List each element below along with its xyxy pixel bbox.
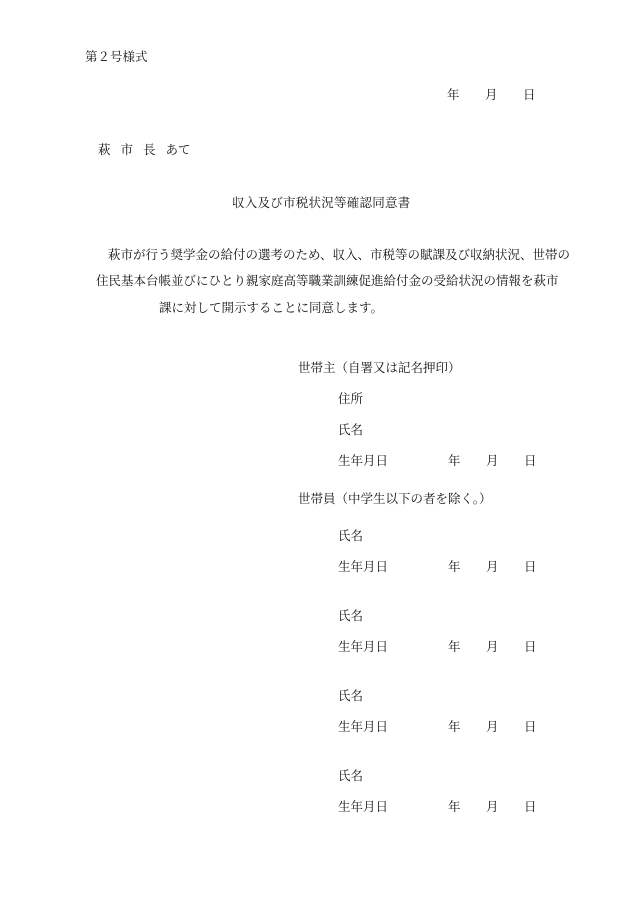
body-line-1: 萩市が行う奨学金の給付の選考のため、収入、市税等の賦課及び収納状況、世帯の (108, 247, 571, 262)
member-4-dob (338, 801, 548, 817)
member-1-dob-month: 月 (486, 559, 499, 574)
member-3-dob-month: 月 (486, 719, 499, 734)
member-3-dob-year: 年 (448, 719, 461, 734)
header-date-year: 年 (447, 87, 460, 102)
member-1-dob-label: 生年月日 (338, 559, 389, 574)
householder-name-label: 氏名 (338, 422, 364, 437)
member-2-dob-label: 生年月日 (338, 639, 389, 654)
addressee-mid: 市 (120, 142, 134, 157)
member-3-dob (338, 721, 548, 737)
member-1-dob-day: 日 (524, 559, 537, 574)
householder-address-label: 住所 (338, 391, 364, 406)
member-1-dob-year: 年 (448, 559, 461, 574)
householder-dob-label: 生年月日 (338, 453, 389, 468)
form-number: 第２号様式 (85, 49, 148, 64)
member-4-dob-year: 年 (448, 799, 461, 814)
member-2-dob-day: 日 (524, 639, 537, 654)
member-2-name-label: 氏名 (338, 608, 364, 623)
member-1-name-label: 氏名 (338, 528, 364, 543)
householder-dob-year: 年 (448, 453, 461, 468)
header-date-month: 月 (485, 87, 498, 102)
member-3-dob-label: 生年月日 (338, 719, 389, 734)
member-4-dob-day: 日 (524, 799, 537, 814)
header-date-day: 日 (523, 87, 536, 102)
body-line-2: 住民基本台帳並びにひとり親家庭高等職業訓練促進給付金の受給状況の情報を萩市 (96, 273, 559, 288)
addressee-title: 長 (143, 142, 156, 157)
householder-dob (338, 455, 548, 471)
householder-heading: 世帯主（自署又は記名押印） (298, 360, 461, 375)
householder-dob-month: 月 (486, 453, 499, 468)
addressee (98, 144, 191, 157)
member-4-dob-label: 生年月日 (338, 799, 389, 814)
member-1-dob (338, 561, 548, 577)
header-date (447, 89, 547, 105)
member-3-name-label: 氏名 (338, 688, 364, 703)
member-2-dob (338, 641, 548, 657)
addressee-city: 萩 (98, 142, 111, 157)
body-line-3: 課に対して開示することに同意します。 (159, 300, 384, 315)
member-2-dob-month: 月 (486, 639, 499, 654)
householder-dob-day: 日 (524, 453, 537, 468)
member-4-dob-month: 月 (486, 799, 499, 814)
member-2-dob-year: 年 (448, 639, 461, 654)
member-3-dob-day: 日 (524, 719, 537, 734)
members-heading: 世帯員（中学生以下の者を除く。） (298, 491, 492, 506)
member-4-name-label: 氏名 (338, 768, 364, 783)
document-title: 収入及び市税状況等確認同意書 (232, 195, 411, 210)
addressee-honorific: あて (165, 142, 191, 157)
